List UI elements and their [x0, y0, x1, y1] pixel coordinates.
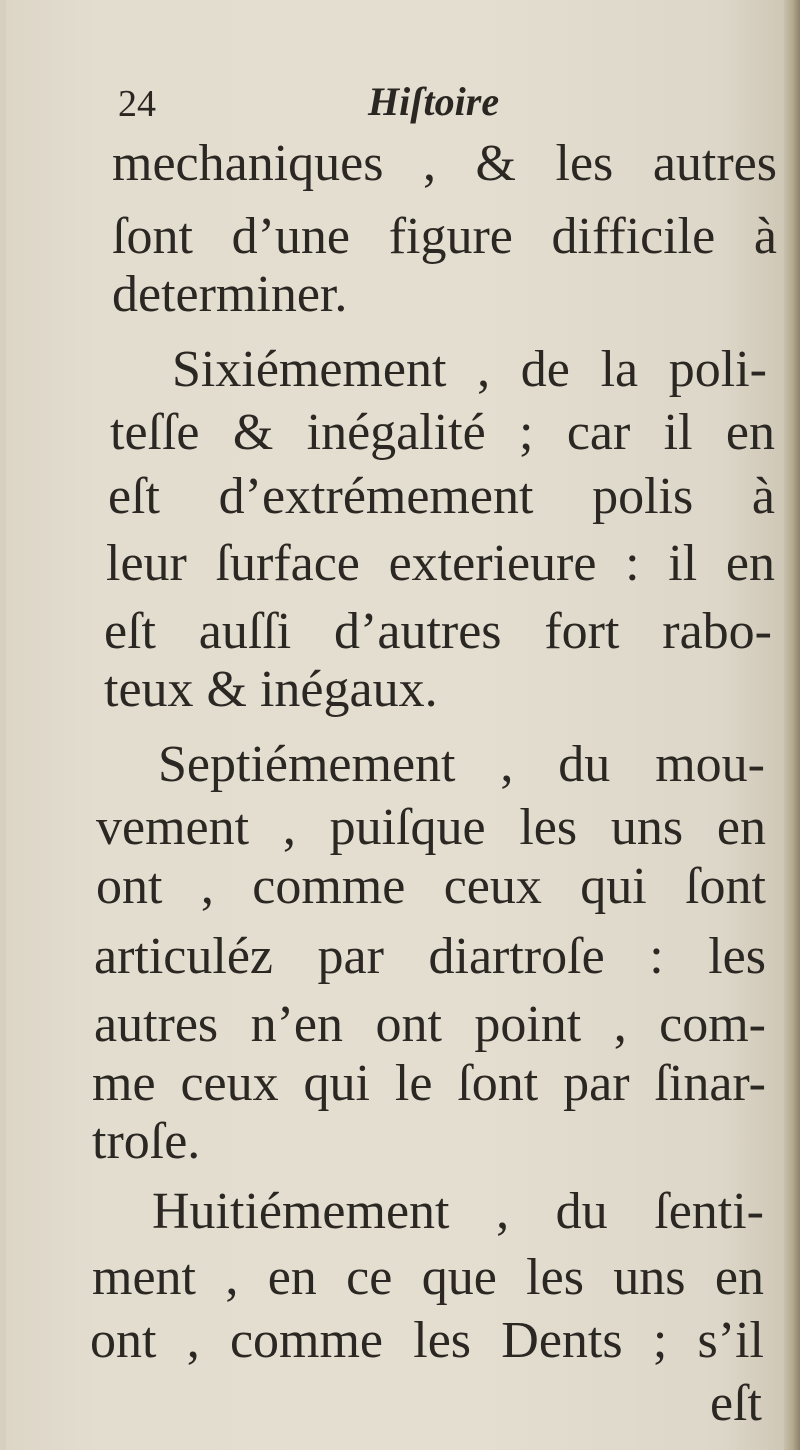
- text-line: eſt d’extrémement polis à: [108, 468, 775, 525]
- text-line: Huitiémement , du ſenti-: [152, 1183, 764, 1240]
- text-line: articuléz par diartroſe : les: [94, 928, 766, 985]
- text-line: Sixiémement , de la poli-: [172, 341, 767, 398]
- text-line: ſont d’une figure difficile à: [112, 208, 777, 265]
- running-head: Hiſtoire: [368, 79, 500, 124]
- text-line: me ceux qui le ſont par ſinar-: [92, 1055, 766, 1112]
- text-line: ont , comme ceux qui ſont: [96, 858, 766, 915]
- text-line: teſſe & inégalité ; car il en: [110, 404, 775, 461]
- catchword: eſt: [710, 1375, 762, 1432]
- text-line: Septiémement , du mou-: [158, 736, 765, 793]
- text-line: ment , en ce que les uns en: [92, 1249, 764, 1306]
- text-line: vement , puiſque les uns en: [96, 799, 766, 856]
- text-line: teux & inégaux.: [104, 661, 438, 718]
- text-line: troſe.: [92, 1113, 201, 1170]
- text-line: determiner.: [112, 266, 348, 323]
- text-line: mechaniques , & les autres: [112, 135, 777, 192]
- page-number: 24: [118, 83, 156, 125]
- text-line: autres n’en ont point , com-: [94, 996, 766, 1053]
- text-line: eſt auſſi d’autres fort rabo-: [104, 603, 772, 660]
- text-line: ont , comme les Dents ; s’il: [90, 1312, 764, 1369]
- page-header: [0, 78, 800, 128]
- text-line: leur ſurface exterieure : il en: [106, 535, 775, 592]
